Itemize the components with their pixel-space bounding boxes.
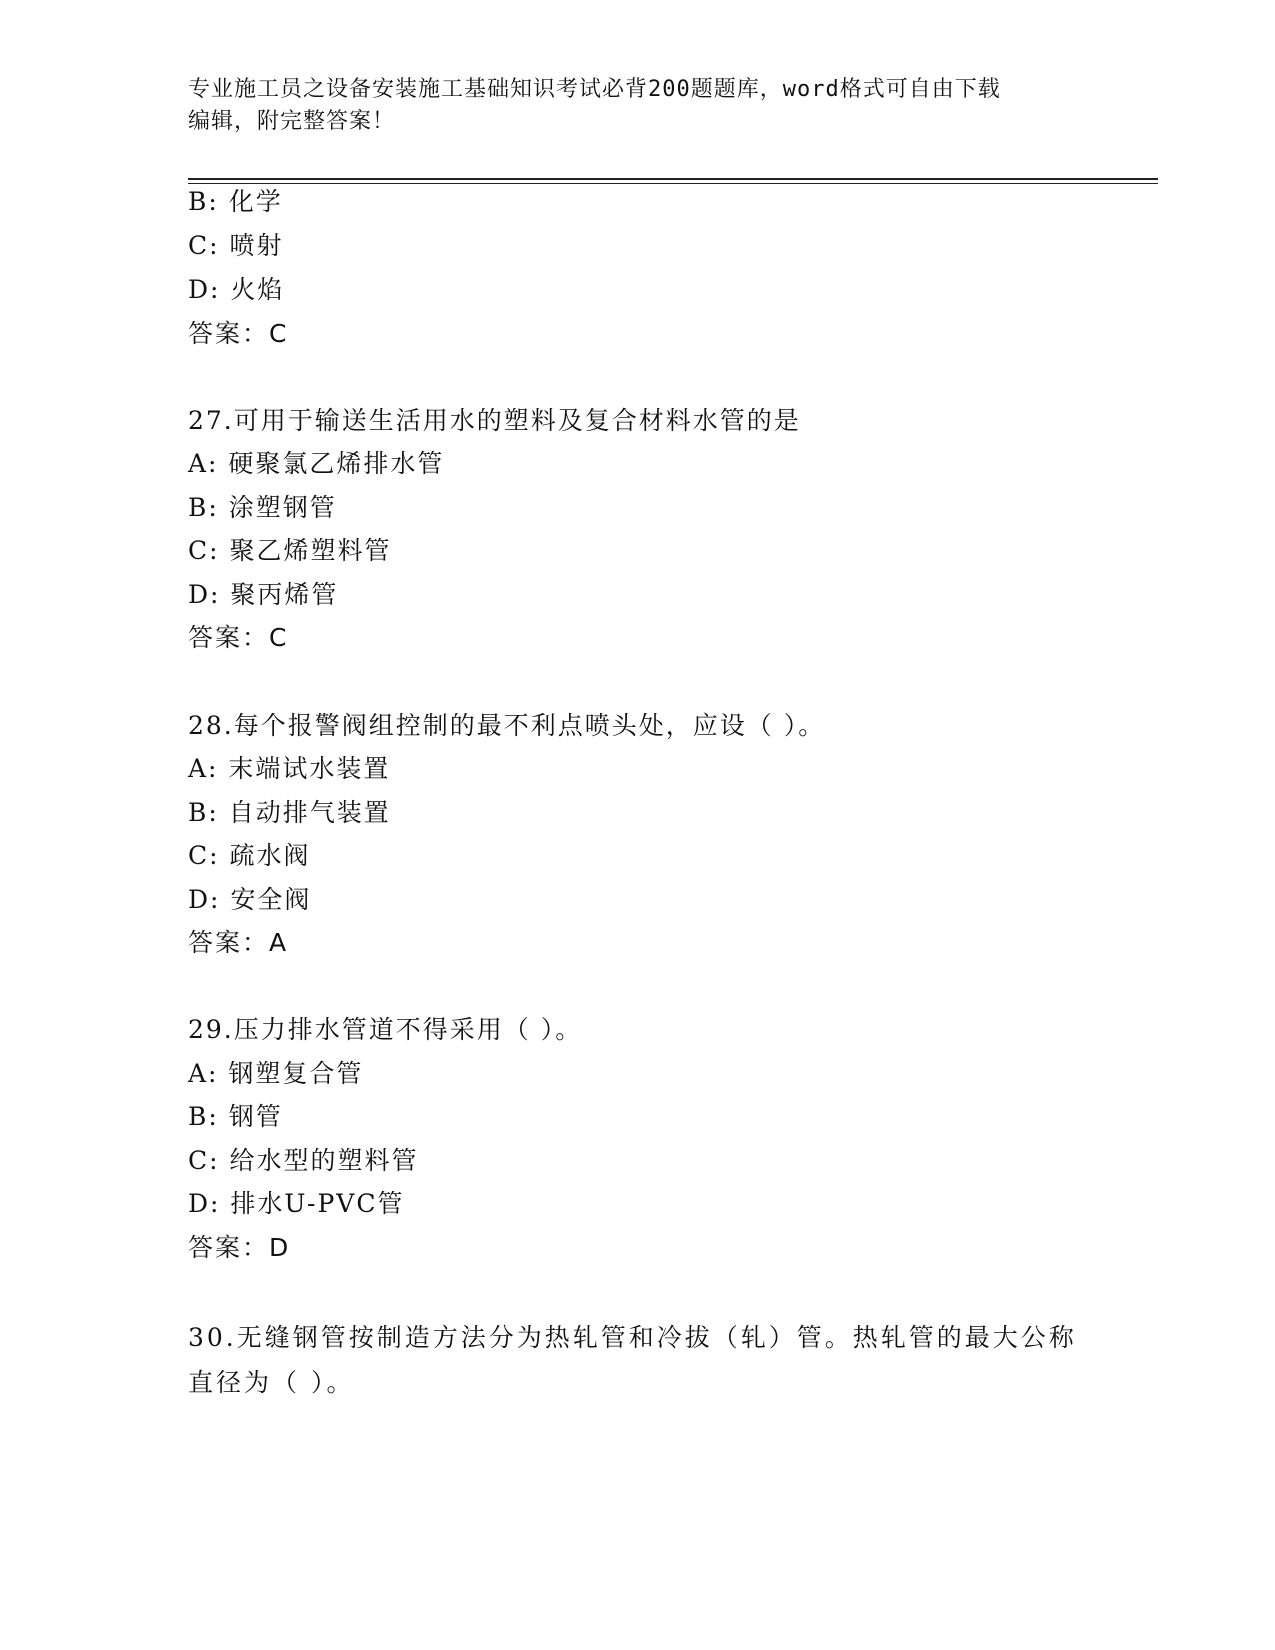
q29-answer: 答案：D (188, 1233, 291, 1262)
q28-option-d: D: 安全阀 (188, 885, 312, 914)
q26-option-b: B: 化学 (188, 187, 283, 216)
q26-answer: 答案：C (188, 319, 289, 348)
header-line-2: 编辑，附完整答案！ (188, 109, 396, 134)
q29-option-d: D: 排水U-PVC管 (188, 1189, 405, 1218)
q28-title: 28.每个报警阀组控制的最不利点喷头处，应设（ ）。 (188, 711, 826, 740)
q27-answer: 答案：C (188, 623, 289, 652)
q27-option-b: B: 涂塑钢管 (188, 493, 337, 522)
q27-title: 27.可用于输送生活用水的塑料及复合材料水管的是 (188, 406, 801, 435)
q29-option-c: C: 给水型的塑料管 (188, 1146, 419, 1175)
q26-option-c: C: 喷射 (188, 231, 284, 260)
header-line-1: 专业施工员之设备安装施工基础知识考试必背200题题库，word格式可自由下载 (188, 77, 1001, 102)
q29-title: 29.压力排水管道不得采用（ ）。 (188, 1015, 583, 1044)
q28-option-a: A: 末端试水装置 (188, 754, 391, 783)
document-header (188, 74, 1088, 138)
q26-option-d: D: 火焰 (188, 275, 285, 304)
q27-option-a: A: 硬聚氯乙烯排水管 (188, 449, 445, 478)
q29-option-b: B: 钢管 (188, 1102, 283, 1131)
q29-option-a: A: 钢塑复合管 (188, 1059, 364, 1088)
q27-option-c: C: 聚乙烯塑料管 (188, 536, 392, 565)
header-divider-thick (188, 178, 1158, 180)
q28-answer: 答案：A (188, 928, 289, 957)
q27-option-d: D: 聚丙烯管 (188, 580, 339, 609)
q28-option-b: B: 自动排气装置 (188, 798, 391, 827)
header-divider-thin (188, 183, 1158, 184)
q28-option-c: C: 疏水阀 (188, 841, 311, 870)
q30-title: 30.无缝钢管按制造方法分为热轧管和冷拔（轧）管。热轧管的最大公称直径为（ ）。 (188, 1323, 1077, 1397)
